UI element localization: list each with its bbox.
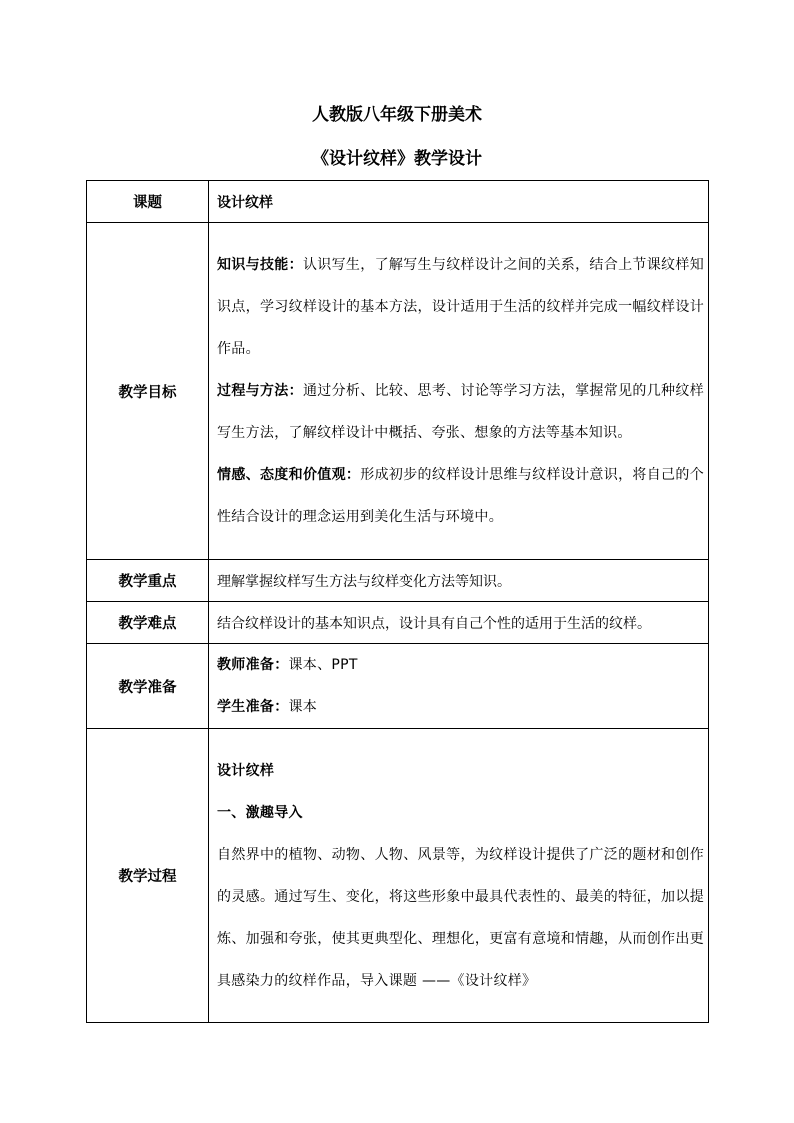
document-title: 人教版八年级下册美术	[312, 105, 482, 125]
row-preparation	[87, 644, 709, 729]
goal-emotion-heading: 情感、态度和价值观：	[217, 467, 361, 483]
lesson-plan-table	[86, 180, 709, 1023]
content-key-points: 理解掌握纹样写生方法与纹样变化方法等知识。	[209, 560, 709, 602]
label-difficulties: 教学难点	[87, 602, 209, 644]
course-title-value: 设计纹样	[217, 194, 273, 211]
label-teaching-goals: 教学目标	[87, 223, 209, 560]
goal-emotion-text: 形成初步的纹样设计思维与纹样设计意识，将自己的个性结合设计的理念运用到美化生活与环境中。	[217, 467, 705, 525]
label-process: 教学过程	[87, 729, 209, 1023]
row-key-points	[87, 560, 709, 602]
label-key-points: 教学重点	[87, 560, 209, 602]
goal-emotion	[217, 454, 704, 538]
document-subtitle: 《设计纹样》教学设计	[312, 149, 482, 169]
process-topic: 设计纹样	[217, 762, 275, 779]
content-teaching-goals	[209, 223, 709, 560]
row-process	[87, 729, 709, 1023]
goal-process-heading: 过程与方法：	[217, 383, 303, 399]
prep-student-heading: 学生准备：	[217, 699, 289, 715]
content-process	[209, 729, 709, 1023]
process-section-heading: 一、激趣导入	[217, 804, 303, 821]
goal-knowledge-heading: 知识与技能：	[217, 257, 303, 273]
prep-student-value: 课本	[288, 699, 318, 715]
content-course-title	[209, 181, 709, 223]
goal-knowledge-text: 认识写生，了解写生与纹样设计之间的关系，结合上节课纹样知识点，学习纹样设计的基本方法，设计适用于生活的纹样并完成一幅纹样设计作品。	[217, 257, 704, 357]
content-difficulties: 结合纹样设计的基本知识点，设计具有自己个性的适用于生活的纹样。	[209, 602, 709, 644]
prep-teacher-heading: 教师准备：	[217, 657, 289, 673]
goal-process-text: 通过分析、比较、思考、讨论等学习方法，掌握常见的几种纹样写生方法，了解纹样设计中概括、夸张、想象的方法等基本知识。	[217, 383, 704, 441]
row-difficulties	[87, 602, 709, 644]
row-teaching-goals	[87, 223, 709, 560]
prep-student	[217, 686, 704, 728]
label-course-title: 课题	[87, 181, 209, 223]
prep-teacher-value: 课本、PPT	[288, 657, 358, 673]
goal-knowledge	[217, 244, 704, 370]
label-preparation: 教学准备	[87, 644, 209, 729]
goal-process	[217, 370, 704, 454]
content-preparation	[209, 644, 709, 729]
row-course-title	[87, 181, 709, 223]
process-intro-text: 自然界中的植物、动物、人物、风景等，为纹样设计提供了广泛的题材和创作的灵感。通过写生、变化，将这些形象中最具代表性的、最美的特征，加以提炼、加强和夸张，使其更典型化、理想化，更富有意境和情趣，从而创作出更具感染力的纹样作品，导入课题 ——《设计纹样》	[217, 846, 704, 989]
prep-teacher	[217, 644, 704, 686]
